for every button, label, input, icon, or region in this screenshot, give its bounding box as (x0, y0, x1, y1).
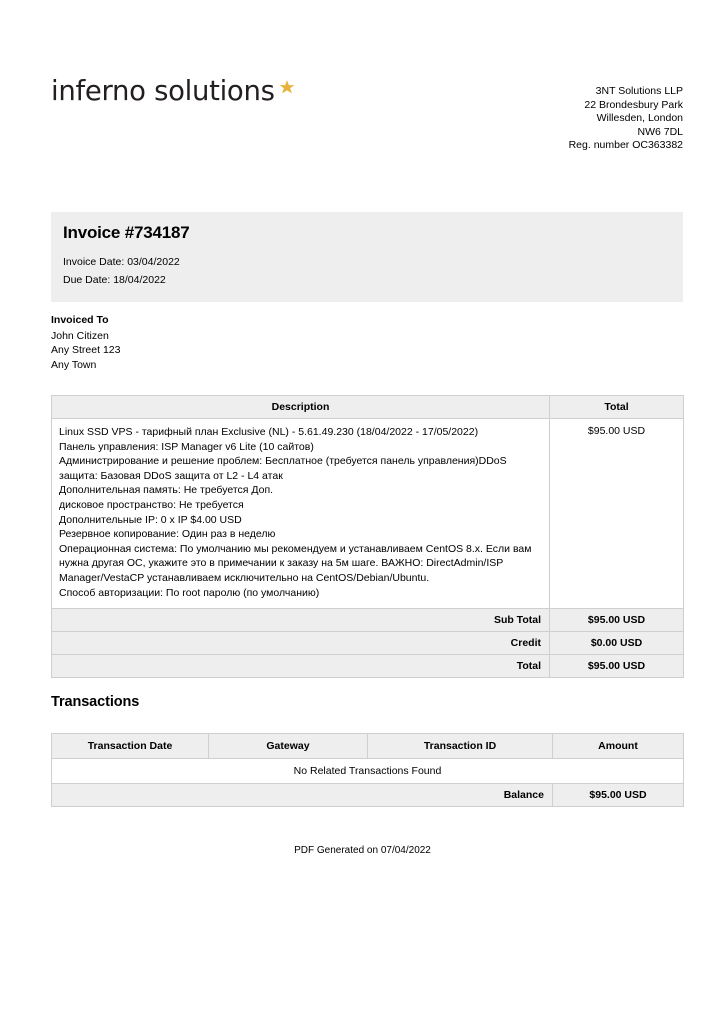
total-value: $95.00 USD (550, 655, 684, 678)
column-header-transaction-date: Transaction Date (52, 734, 209, 759)
column-header-gateway: Gateway (209, 734, 368, 759)
brand-logo-text: inferno solutions (51, 75, 275, 107)
invoiced-to-label: Invoiced To (51, 314, 109, 326)
balance-row (52, 784, 684, 807)
company-registration: Reg. number OC363382 (568, 139, 683, 151)
footer-generated-text: PDF Generated on 07/04/2022 (294, 845, 431, 856)
description-line: защита: Базовая DDoS защита от L2 - L4 атак (59, 469, 283, 482)
balance-label: Balance (52, 784, 553, 807)
total-row (52, 655, 684, 678)
page-title: Invoice #734187 (63, 223, 190, 242)
description-line: Операционная система: По умолчанию мы рекомендуем и устанавливаем CentOS 8.x. Если вам (59, 542, 532, 555)
column-header-amount: Amount (553, 734, 684, 759)
company-address (569, 78, 683, 153)
table-header-row (52, 396, 684, 419)
invoice-due-date: Due Date: 18/04/2022 (63, 274, 166, 286)
description-line: Администрирование и решение проблем: Бесплатное (требуется панель управления)DDoS (59, 455, 507, 468)
column-header-total: Total (550, 396, 684, 419)
line-items-table (51, 395, 684, 678)
description-line: Панель управления: ISP Manager v6 Lite (10 сайтов) (59, 440, 314, 453)
total-label: Total (52, 655, 550, 678)
table-row (52, 419, 684, 609)
subtotal-row (52, 609, 684, 632)
credit-label: Credit (52, 632, 550, 655)
line-item-description (52, 419, 550, 609)
customer-town: Any Town (51, 358, 97, 371)
description-line: Manager/VestaCP устанавливаем исключительно на CentOS/Debian/Ubuntu. (59, 571, 430, 584)
description-line: Способ авторизации: По root паролю (по умолчанию) (59, 586, 320, 599)
company-name: 3NT Solutions LLP (595, 85, 683, 97)
company-postcode: NW6 7DL (637, 125, 683, 138)
no-transactions-message: No Related Transactions Found (52, 759, 684, 784)
customer-name: John Citizen (51, 329, 109, 342)
brand-logo (51, 75, 296, 107)
description-line: дисковое пространство: Не требуется (59, 498, 244, 511)
company-address-line1: 22 Brondesbury Park (584, 98, 683, 111)
invoice-date: Invoice Date: 03/04/2022 (63, 256, 180, 268)
transactions-heading: Transactions (51, 694, 140, 710)
invoice-summary-band (51, 212, 683, 302)
table-header-row (52, 734, 684, 759)
credit-row (52, 632, 684, 655)
column-header-transaction-id: Transaction ID (368, 734, 553, 759)
credit-value: $0.00 USD (550, 632, 684, 655)
description-line: нужна другая ОС, укажите это в примечании к заказу на 5м шаге. ВАЖНО: DirectAdmin/ISP (59, 557, 504, 570)
transactions-table (51, 733, 684, 807)
line-item-total: $95.00 USD (550, 419, 684, 609)
company-address-line2: Willesden, London (596, 112, 683, 124)
table-row-empty (52, 759, 684, 784)
subtotal-value: $95.00 USD (550, 609, 684, 632)
description-line: Резервное копирование: Один раз в неделю (59, 528, 276, 541)
document-header (51, 75, 683, 153)
balance-value: $95.00 USD (553, 784, 684, 807)
star-icon (278, 79, 296, 97)
customer-street: Any Street 123 (51, 344, 121, 356)
column-header-description: Description (52, 396, 550, 419)
description-line: Linux SSD VPS - тарифный план Exclusive (NL) - 5.61.49.230 (18/04/2022 - 17/05/2022) (59, 426, 479, 438)
description-line: Дополнительные IP: 0 x IP $4.00 USD (59, 513, 242, 526)
description-line: Дополнительная память: Не требуется Доп. (59, 484, 274, 497)
subtotal-label: Sub Total (52, 609, 550, 632)
invoiced-to-block (51, 313, 120, 372)
